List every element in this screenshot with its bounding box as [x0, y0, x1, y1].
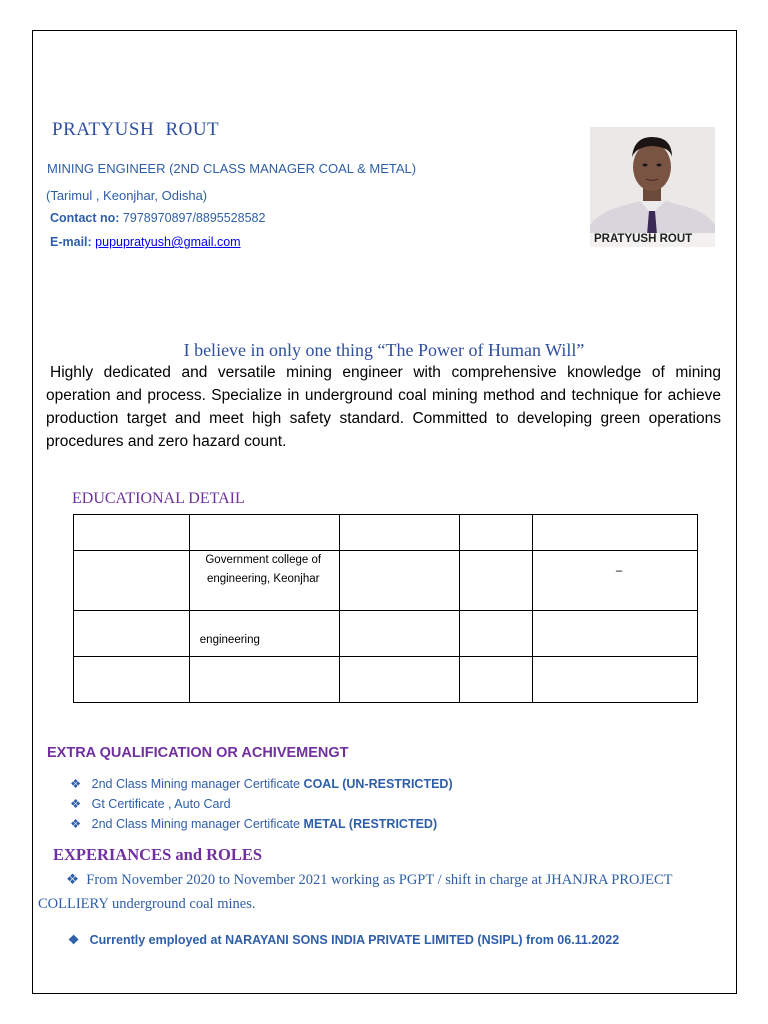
- diamond-bullet-icon: ❖: [66, 872, 79, 888]
- diamond-bullet-icon: ❖: [70, 797, 82, 811]
- profile-photo: [590, 127, 715, 247]
- table-cell: [189, 515, 339, 551]
- list-item: [70, 796, 231, 811]
- table-cell: Government college of engineering, Keonjhar: [189, 551, 339, 611]
- table-row: [74, 611, 698, 657]
- experience-text: Currently employed at NARAYANI SONS INDIA PRIVATE LIMITED (NSIPL) from 06.11.2022: [89, 933, 620, 947]
- table-cell: [74, 611, 190, 657]
- experience-text: From November 2020 to November 2021 working as PGPT / shift in charge at JHANJRA PROJECT COLLIERY underground coal mines.: [38, 872, 673, 912]
- table-cell: [339, 515, 460, 551]
- quote: I believe in only one thing “The Power of Human Will”: [183, 340, 585, 360]
- address: (Tarimul , Keonjhar, Odisha): [46, 188, 208, 203]
- list-item-text: Gt Certificate , Auto Card: [91, 797, 231, 811]
- job-title: MINING ENGINEER (2ND CLASS MANAGER COAL & METAL): [47, 161, 417, 176]
- contact-line: [50, 211, 265, 225]
- table-cell: [74, 551, 190, 611]
- photo-caption: PRATYUSH ROUT: [594, 233, 693, 245]
- table-cell: [533, 515, 698, 551]
- diamond-bullet-icon: ❖: [70, 777, 82, 791]
- experience-item: [68, 932, 619, 947]
- table-cell: –: [533, 551, 698, 611]
- table-cell: [74, 515, 190, 551]
- table-cell: [460, 611, 533, 657]
- email-line: [50, 235, 241, 249]
- table-cell: [189, 657, 339, 703]
- table-cell: [533, 657, 698, 703]
- table-cell: [460, 657, 533, 703]
- diamond-bullet-icon: ❖: [68, 933, 80, 947]
- list-item-bold: METAL (RESTRICTED): [303, 817, 438, 831]
- contact-label: Contact no:: [50, 211, 120, 225]
- table-cell: [533, 611, 698, 657]
- education-title: EDUCATIONAL DETAIL: [72, 490, 245, 507]
- experience-title: EXPERIANCES and ROLES: [53, 845, 263, 864]
- contact-number: 7978970897/8895528582: [122, 211, 266, 225]
- table-cell: [460, 515, 533, 551]
- list-item: [70, 776, 453, 791]
- list-item: [70, 816, 437, 831]
- email-link[interactable]: pupupratyush@gmail.com: [95, 235, 241, 249]
- table-cell: [339, 551, 460, 611]
- table-cell: [74, 657, 190, 703]
- table-cell: [339, 657, 460, 703]
- table-cell: [460, 551, 533, 611]
- list-item-bold: COAL (UN-RESTRICTED): [303, 777, 453, 791]
- diamond-bullet-icon: ❖: [70, 817, 82, 831]
- table-row: [74, 551, 698, 611]
- extra-qualification-title: EXTRA QUALIFICATION OR ACHIVEMENGT: [47, 745, 349, 761]
- experience-item: [38, 868, 728, 916]
- person-photo-icon: [590, 127, 715, 247]
- email-label: E-mail:: [50, 235, 92, 249]
- education-table: [73, 514, 698, 703]
- table-cell: [339, 611, 460, 657]
- table-row: [74, 657, 698, 703]
- list-item-text: 2nd Class Mining manager Certificate: [91, 817, 304, 831]
- table-cell: engineering: [189, 611, 339, 657]
- list-item-text: 2nd Class Mining manager Certificate: [91, 777, 304, 791]
- candidate-name: PRATYUSH ROUT: [52, 119, 220, 140]
- profile-summary: Highly dedicated and versatile mining engineer with comprehensive knowledge of mining operation and process. Specialize in underground coal mining method and technique for achieve production target and meet high safety standard. Committed to developing green operations procedures and zero hazard count.: [46, 364, 721, 450]
- table-row: [74, 515, 698, 551]
